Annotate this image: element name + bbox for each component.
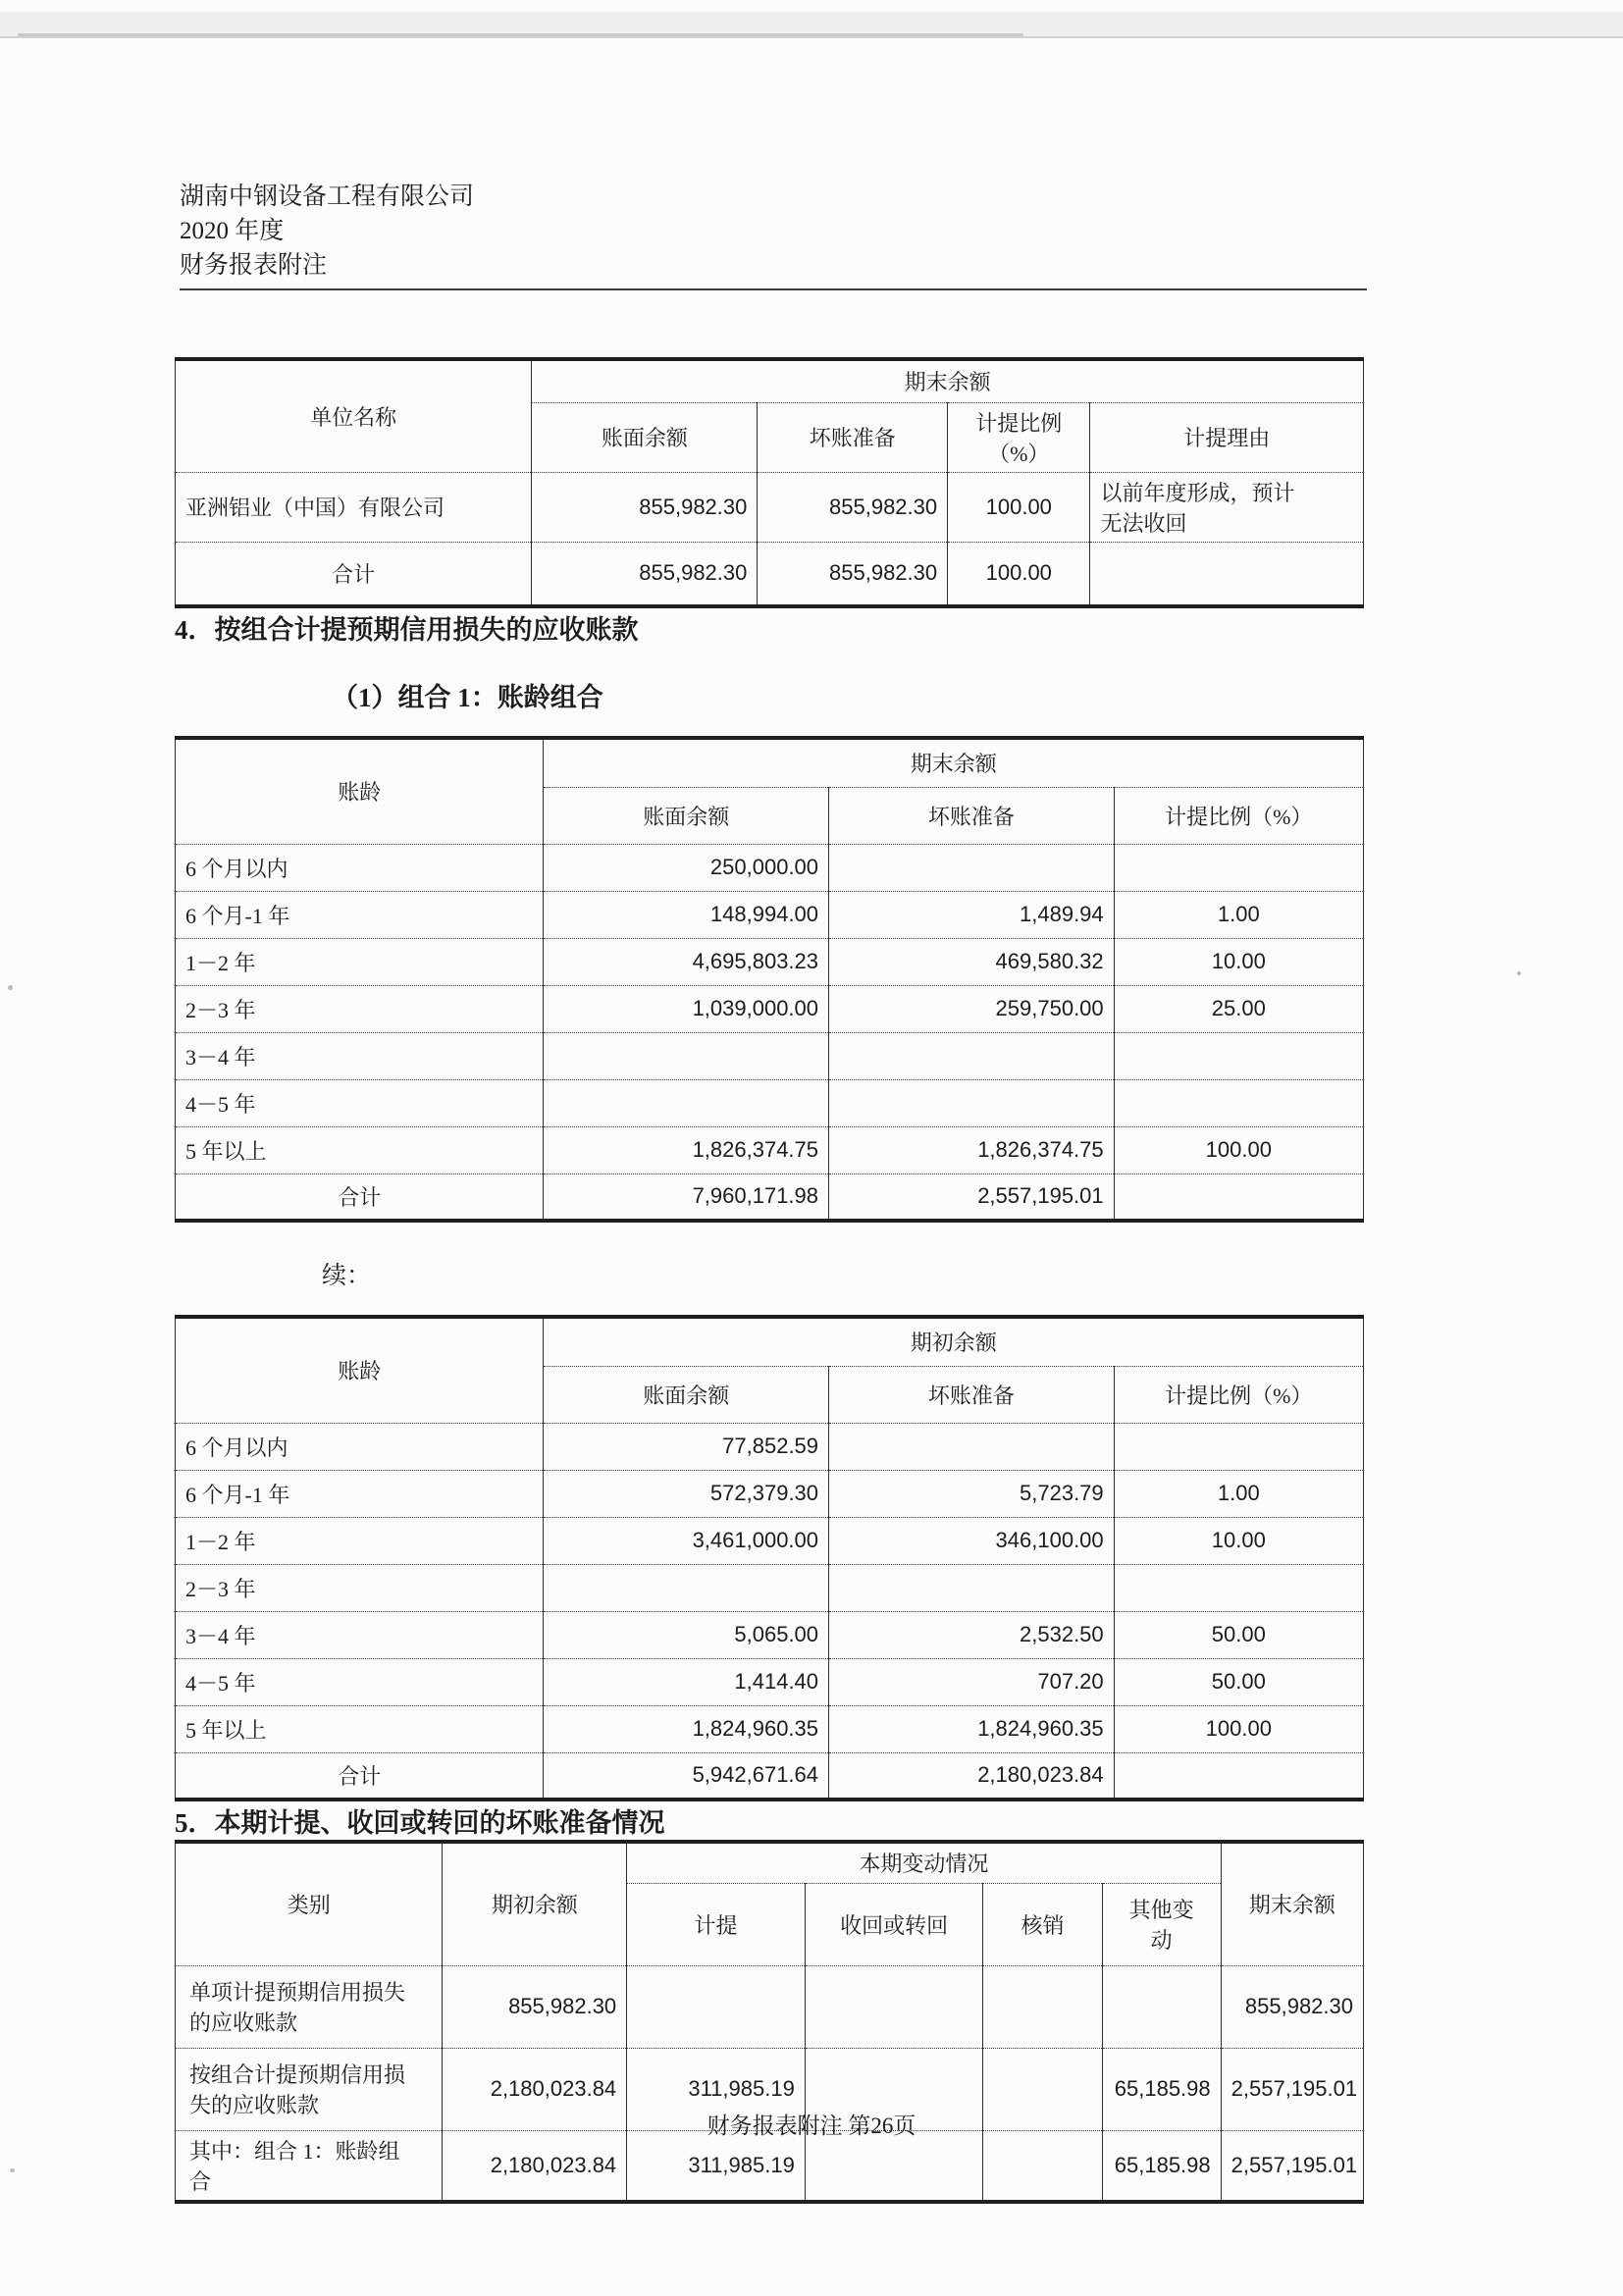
cell-provision-ratio [1114,1423,1363,1470]
cell-book-balance [544,1079,829,1126]
page-footer: 财务报表附注 第26页 [707,2113,916,2138]
cell-book-balance: 855,982.30 [532,472,758,542]
cell-aging: 4－5 年 [176,1658,544,1705]
cell-provision-ratio [1114,1032,1363,1079]
document-header [180,180,1367,290]
cell-bad-debt-provision [829,844,1115,891]
header-aging: 账龄 [176,1317,544,1423]
cell-category: 其中：组合 1：账龄组合 [176,2130,443,2202]
header-provision-ratio: 计提比例（%） [1114,787,1363,844]
cell-provision-ratio: 100.00 [1114,1126,1363,1174]
header-bad-debt-provision: 坏账准备 [829,787,1115,844]
continued-label: 续： [322,1263,372,1289]
header-writeoff: 核销 [983,1883,1102,1965]
header-category: 类别 [176,1842,443,1965]
cell-provision-ratio: 1.00 [1114,891,1363,938]
company-name: 湖南中钢设备工程有限公司 [180,183,475,210]
header-ending-balance-span: 期末余额 [544,738,1364,787]
cell-bad-debt-provision: 5,723.79 [829,1470,1115,1517]
cell-aging: 2－3 年 [176,985,544,1032]
cell-accrual: 311,985.19 [627,2048,806,2130]
cell-bad-debt-provision: 707.20 [829,1658,1115,1705]
cell-provision-ratio: 100.00 [948,542,1090,606]
cell-bad-debt-provision [829,1079,1115,1126]
table-row-total [176,1752,1364,1800]
table-row [176,1470,1364,1517]
cell-provision-reason: 以前年度形成，预计无法收回 [1090,472,1364,542]
header-ending-balance-span: 期末余额 [532,359,1364,402]
header-movement-span: 本期变动情况 [627,1842,1221,1883]
section-4-title: 4．按组合计提预期信用损失的应收账款 [175,615,639,645]
cell-book-balance: 5,942,671.64 [544,1752,829,1800]
cell-accrual: 311,985.19 [627,2130,806,2202]
table-row [176,1965,1364,2048]
header-recover-reverse: 收回或转回 [805,1883,983,1965]
document-content [175,357,1364,2204]
document-title: 财务报表附注 [180,252,328,279]
cell-bad-debt-provision: 1,826,374.75 [829,1126,1115,1174]
cell-category: 单项计提预期信用损失的应收账款 [176,1965,443,2048]
table-aging-opening-balance [175,1315,1364,1801]
table-row-total [176,542,1364,606]
cell-bad-debt-provision: 1,489.94 [829,891,1115,938]
cell-aging: 5 年以上 [176,1126,544,1174]
header-opening-balance: 期初余额 [443,1842,627,1965]
cell-closing-balance: 855,982.30 [1221,1965,1363,2048]
cell-book-balance: 1,824,960.35 [544,1705,829,1752]
header-opening-balance-span: 期初余额 [544,1317,1364,1366]
cell-book-balance: 7,960,171.98 [544,1174,829,1221]
cell-book-balance [544,1564,829,1611]
cell-aging: 3－4 年 [176,1032,544,1079]
cell-bad-debt-provision: 2,557,195.01 [829,1174,1115,1221]
table-provision-movement [175,1840,1364,2204]
cell-aging: 6 个月-1 年 [176,1470,544,1517]
table-row [176,891,1364,938]
scan-artifact-streak [18,33,1023,36]
cell-bad-debt-provision: 346,100.00 [829,1517,1115,1564]
cell-bad-debt-provision: 2,532.50 [829,1611,1115,1658]
cell-bad-debt-provision: 855,982.30 [758,472,948,542]
cell-aging: 6 个月以内 [176,844,544,891]
header-book-balance: 账面余额 [532,402,758,472]
cell-bad-debt-provision [829,1564,1115,1611]
cell-recover-reverse [805,2130,983,2202]
table-individual-provision [175,357,1364,608]
cell-book-balance: 5,065.00 [544,1611,829,1658]
cell-unit-name: 亚洲铝业（中国）有限公司 [176,472,532,542]
header-bad-debt-provision: 坏账准备 [829,1366,1115,1423]
header-other-movement: 其他变动 [1102,1883,1221,1965]
table-row [176,472,1364,542]
table-row-total [176,1174,1364,1221]
cell-closing-balance: 2,557,195.01 [1221,2130,1363,2202]
cell-closing-balance: 2,557,195.01 [1221,2048,1363,2130]
cell-aging: 1－2 年 [176,938,544,985]
cell-bad-debt-provision: 1,824,960.35 [829,1705,1115,1752]
cell-provision-ratio: 100.00 [1114,1705,1363,1752]
header-bad-debt-provision: 坏账准备 [758,402,948,472]
header-provision-ratio: 计提比例（%） [1114,1366,1363,1423]
cell-recover-reverse [805,1965,983,2048]
cell-bad-debt-provision: 469,580.32 [829,938,1115,985]
header-book-balance: 账面余额 [544,787,829,844]
table-row [176,1611,1364,1658]
cell-provision-ratio: 25.00 [1114,985,1363,1032]
cell-provision-ratio: 10.00 [1114,1517,1363,1564]
cell-provision-ratio [1114,1752,1363,1800]
cell-book-balance: 4,695,803.23 [544,938,829,985]
cell-total-label: 合计 [176,1752,544,1800]
cell-opening-balance: 855,982.30 [443,1965,627,2048]
cell-book-balance: 1,414.40 [544,1658,829,1705]
table-row [176,1658,1364,1705]
cell-category: 按组合计提预期信用损失的应收账款 [176,2048,443,2130]
cell-other-movement: 65,185.98 [1102,2048,1221,2130]
table-row [176,1126,1364,1174]
cell-provision-reason [1090,542,1364,606]
table-row [176,938,1364,985]
cell-book-balance: 855,982.30 [532,542,758,606]
cell-aging: 1－2 年 [176,1517,544,1564]
header-accrual: 计提 [627,1883,806,1965]
table-row [176,2130,1364,2202]
header-provision-reason: 计提理由 [1090,402,1364,472]
cell-book-balance [544,1032,829,1079]
table-row [176,985,1364,1032]
header-book-balance: 账面余额 [544,1366,829,1423]
header-provision-ratio: 计提比例（%） [948,402,1090,472]
fiscal-year: 2020 年度 [180,218,285,244]
scan-speck [1517,971,1521,975]
cell-bad-debt-provision: 259,750.00 [829,985,1115,1032]
cell-bad-debt-provision [829,1423,1115,1470]
section-5-title: 5．本期计提、收回或转回的坏账准备情况 [175,1808,665,1838]
cell-writeoff [983,2130,1102,2202]
cell-book-balance: 1,039,000.00 [544,985,829,1032]
table-row [176,1564,1364,1611]
cell-other-movement [1102,1965,1221,2048]
cell-provision-ratio: 50.00 [1114,1658,1363,1705]
cell-bad-debt-provision: 855,982.30 [758,542,948,606]
cell-opening-balance: 2,180,023.84 [443,2048,627,2130]
cell-aging: 3－4 年 [176,1611,544,1658]
cell-total-label: 合计 [176,1174,544,1221]
header-aging: 账龄 [176,738,544,844]
cell-provision-ratio: 100.00 [948,472,1090,542]
table-row [176,1705,1364,1752]
cell-book-balance: 77,852.59 [544,1423,829,1470]
cell-opening-balance: 2,180,023.84 [443,2130,627,2202]
cell-provision-ratio: 10.00 [1114,938,1363,985]
scan-speck [8,985,13,990]
table-aging-ending-balance [175,736,1364,1223]
scan-speck [10,2168,15,2172]
cell-bad-debt-provision [829,1032,1115,1079]
cell-book-balance: 3,461,000.00 [544,1517,829,1564]
cell-aging: 2－3 年 [176,1564,544,1611]
header-closing-balance: 期末余额 [1221,1842,1363,1965]
cell-writeoff [983,1965,1102,2048]
header-unit-name: 单位名称 [176,359,532,472]
table-row [176,1517,1364,1564]
cell-provision-ratio [1114,1564,1363,1611]
cell-book-balance: 148,994.00 [544,891,829,938]
cell-total-label: 合计 [176,542,532,606]
table-row [176,1423,1364,1470]
cell-provision-ratio [1114,1079,1363,1126]
cell-provision-ratio [1114,844,1363,891]
cell-accrual [627,1965,806,2048]
cell-book-balance: 250,000.00 [544,844,829,891]
cell-aging: 5 年以上 [176,1705,544,1752]
cell-aging: 6 个月以内 [176,1423,544,1470]
cell-book-balance: 572,379.30 [544,1470,829,1517]
cell-aging: 4－5 年 [176,1079,544,1126]
cell-book-balance: 1,826,374.75 [544,1126,829,1174]
section-4-subtitle: （1）组合 1：账龄组合 [332,683,603,712]
cell-provision-ratio: 1.00 [1114,1470,1363,1517]
table-row [176,844,1364,891]
cell-provision-ratio: 50.00 [1114,1611,1363,1658]
cell-other-movement: 65,185.98 [1102,2130,1221,2202]
table-row [176,1032,1364,1079]
cell-provision-ratio [1114,1174,1363,1221]
cell-bad-debt-provision: 2,180,023.84 [829,1752,1115,1800]
cell-aging: 6 个月-1 年 [176,891,544,938]
table-row [176,1079,1364,1126]
